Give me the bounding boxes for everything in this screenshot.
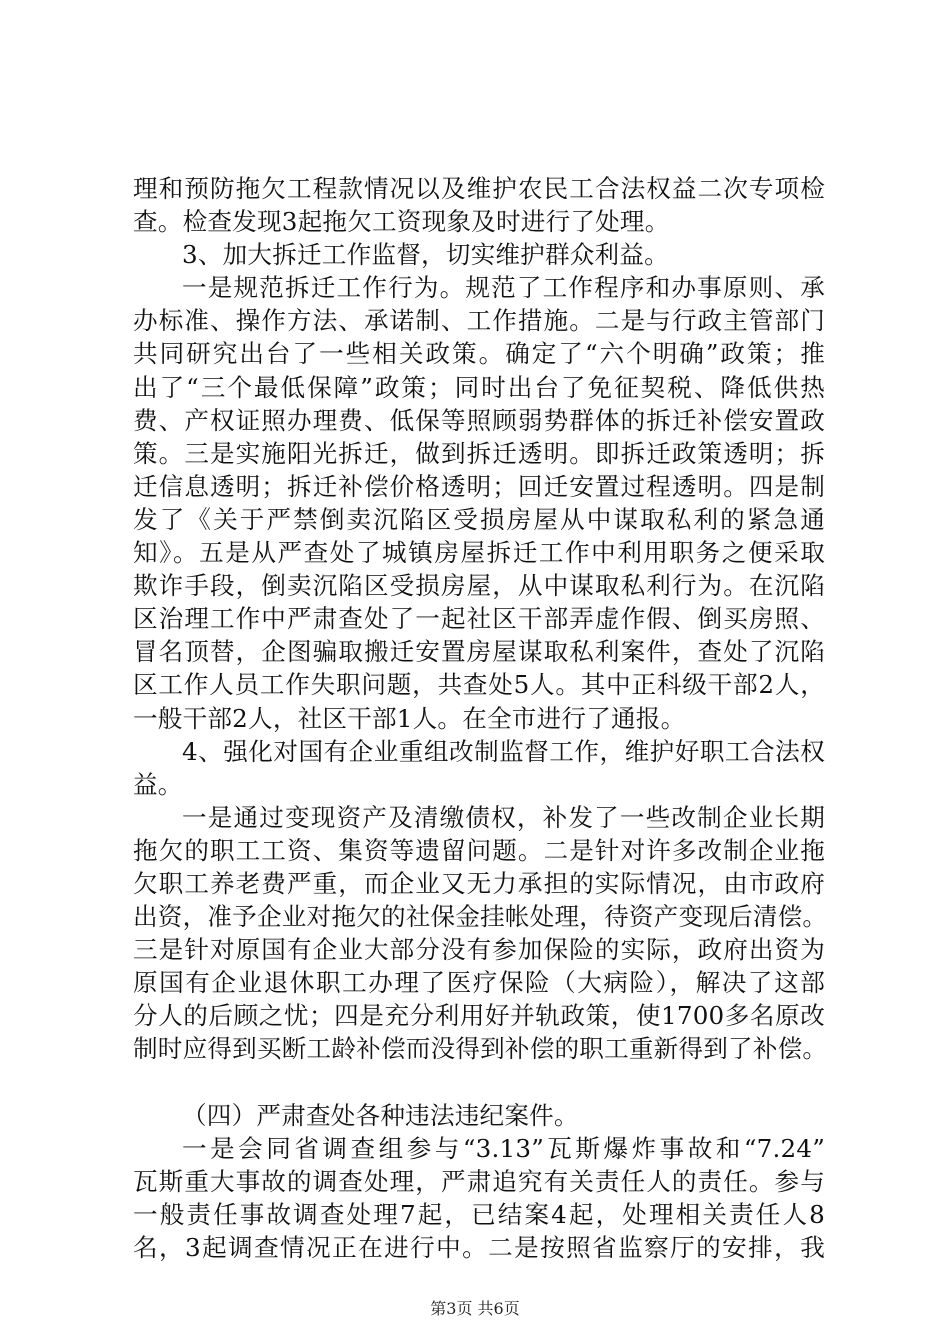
text-line: 制时应得到买断工龄补偿而没得到补偿的职工重新得到了补偿。 — [133, 1034, 828, 1064]
paragraph-gap — [133, 1066, 825, 1099]
text-line: 冒名顶替，企图骗取搬迁安置房屋谋取私利案件，查处了沉陷 — [133, 637, 825, 667]
section-heading: 4、强化对国有企业重组改制监督工作，维护好职工合法权 — [182, 736, 825, 766]
text-line: 迁信息透明；拆迁补偿价格透明；回迁安置过程透明。四是制 — [133, 471, 825, 501]
text-line: 策。三是实施阳光拆迁，做到拆迁透明。即拆迁政策透明；拆 — [133, 438, 825, 468]
paragraph-start: 一是通过变现资产及清缴债权，补发了一些改制企业长期 — [182, 802, 825, 832]
text-line: 原国有企业退休职工办理了医疗保险（大病险），解决了这部 — [133, 968, 825, 998]
text-line: 查。检查发现3起拖欠工资现象及时进行了处理。 — [133, 207, 670, 237]
text-line: 益。 — [133, 769, 183, 799]
text-line: 共同研究出台了一些相关政策。确定了“六个明确”政策；推 — [133, 339, 825, 369]
text-line: 拖欠的职工工资、集资等遗留问题。二是针对许多改制企业拖 — [133, 835, 825, 865]
text-line: 一般责任事故调查处理7起，已结案4起，处理相关责任人8 — [133, 1199, 825, 1229]
text-line: 区工作人员工作失职问题，共查处5人。其中正科级干部2人， — [133, 670, 825, 700]
text-line: 欠职工养老费严重，而企业又无力承担的实际情况，由市政府 — [133, 868, 825, 898]
text-line: 三是针对原国有企业大部分没有参加保险的实际，政府出资为 — [133, 935, 825, 965]
text-line: 名，3起调查情况正在进行中。二是按照省监察厅的安排，我 — [133, 1232, 825, 1262]
text-line: 费、产权证照办理费、低保等照顾弱势群体的拆迁补偿安置政 — [133, 405, 825, 435]
section-heading: 3、加大拆迁工作监督，切实维护群众利益。 — [182, 240, 669, 270]
text-line: 发了《关于严禁倒卖沉陷区受损房屋从中谋取私利的紧急通 — [133, 504, 825, 534]
text-line: 区治理工作中严肃查处了一起社区干部弄虚作假、倒买房照、 — [133, 604, 825, 634]
paragraph-start: 一是规范拆迁工作行为。规范了工作程序和办事原则、承 — [182, 273, 825, 303]
text-line: 出了“三个最低保障”政策；同时出台了免征契税、降低供热 — [133, 372, 825, 402]
text-line: 分人的后顾之忧；四是充分利用好并轨政策，使1700多名原改 — [133, 1001, 825, 1031]
text-line: 办标准、操作方法、承诺制、工作措施。二是与行政主管部门 — [133, 306, 825, 336]
text-line: 理和预防拖欠工程款情况以及维护农民工合法权益二次专项检 — [133, 174, 825, 203]
text-line: 一般干部2人，社区干部1人。在全市进行了通报。 — [133, 703, 686, 733]
text-line: 知》。五是从严查处了城镇房屋拆迁工作中利用职务之便采取 — [133, 538, 825, 568]
document-body — [133, 172, 828, 1264]
page-number: 第3页 共6页 — [430, 1299, 520, 1318]
text-line: 欺诈手段，倒卖沉陷区受损房屋，从中谋取私利行为。在沉陷 — [133, 571, 825, 601]
text-line: 瓦斯重大事故的调查处理，严肃追究有关责任人的责任。参与 — [133, 1166, 825, 1196]
text-line: 出资，准予企业对拖欠的社保金挂帐处理，待资产变现后清偿。 — [133, 902, 828, 932]
section-heading: （四）严肃查处各种违法违纪案件。 — [182, 1100, 579, 1130]
paragraph-start: 一是会同省调查组参与“3.13”瓦斯爆炸事故和“7.24” — [182, 1133, 825, 1163]
